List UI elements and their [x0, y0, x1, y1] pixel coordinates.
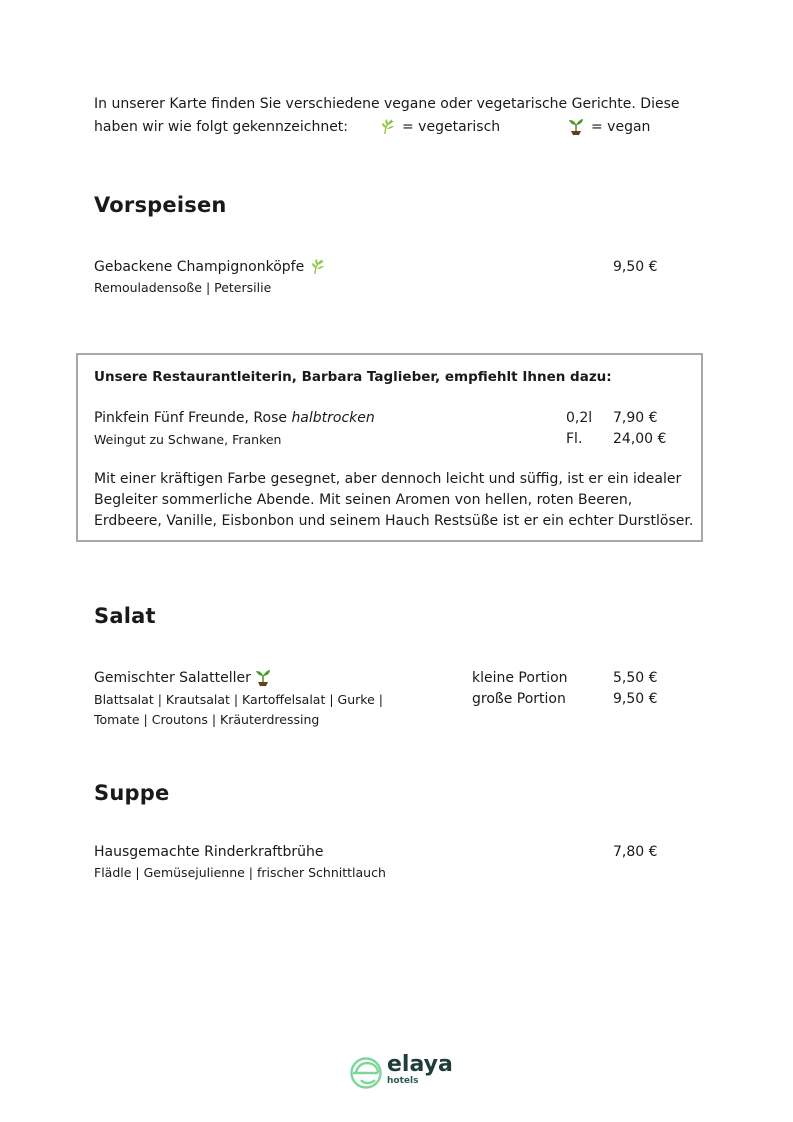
intro-line-2	[94, 116, 714, 139]
wine-size-glass: 0,2l	[566, 410, 593, 426]
logo-wordmark: elaya	[387, 1052, 453, 1077]
salad-item-name: Gemischter Salatteller	[94, 670, 251, 686]
winery: Weingut zu Schwane, Franken	[94, 432, 282, 447]
salad-item-desc-line-1: Blattsalat | Krautsalat | Kartoffelsalat | Gurke |	[94, 692, 383, 707]
vegan-legend-label: = vegan	[591, 119, 651, 135]
wine-description: Mit einer kräftigen Farbe gesegnet, aber dennoch leicht und süffig, ist er ein idealer Begleiter sommerliche Abende. Mit seinen Aromen von hellen, roten Beeren, Erdbeere, Vanille, Eisbonbon und seinem Hauch Restsüße ist er ein echter Durstlöser.	[94, 471, 694, 529]
section-title-soup: Suppe	[94, 781, 170, 805]
starter-item-desc: Remouladensoße | Petersilie	[94, 280, 272, 295]
salad-item-desc-line-2: Tomate | Croutons | Kräuterdressing	[94, 712, 320, 727]
starter-item-name: Gebackene Champignonköpfe	[94, 259, 305, 275]
soup-item-desc: Flädle | Gemüsejulienne | frischer Schnittlauch	[94, 865, 386, 880]
intro-line-1: In unserer Karte finden Sie verschiedene vegane oder vegetarische Gerichte. Diese	[94, 96, 680, 112]
salad-portion-small-price: 5,50 €	[613, 670, 658, 686]
intro-legend-text: haben wir wie folgt gekennzeichnet:	[94, 119, 349, 135]
section-title-salad: Salat	[94, 604, 156, 628]
elaya-logo	[349, 1052, 453, 1090]
wine-name: Pinkfein Fünf Freunde, Rose halbtrocken	[94, 410, 375, 426]
vegan-sprout-icon	[255, 669, 271, 686]
starter-item-price: 9,50 €	[613, 259, 658, 275]
wine-price-bottle: 24,00 €	[613, 431, 667, 447]
soup-item-price: 7,80 €	[613, 844, 658, 860]
wine-style: halbtrocken	[291, 410, 375, 426]
wine-size-bottle: Fl.	[566, 431, 583, 447]
vegetarian-leaf-icon	[381, 119, 396, 135]
wine-price-glass: 7,90 €	[613, 410, 658, 426]
vegan-sprout-icon	[568, 118, 584, 135]
salad-portion-large-price: 9,50 €	[613, 691, 658, 707]
recommendation-title: Unsere Restaurantleiterin, Barbara Taglieber, empfiehlt Ihnen dazu:	[94, 369, 612, 385]
section-title-starters: Vorspeisen	[94, 193, 227, 217]
elaya-logo-icon	[349, 1056, 383, 1090]
vegetarian-leaf-icon	[311, 259, 326, 275]
logo-subline: hotels	[387, 1076, 419, 1086]
salad-portion-small-label: kleine Portion	[472, 670, 568, 686]
intro-text	[94, 93, 714, 139]
soup-item-name: Hausgemachte Rinderkraftbrühe	[94, 844, 324, 860]
vegetarian-legend-label: = vegetarisch	[402, 119, 501, 135]
salad-portion-large-label: große Portion	[472, 691, 566, 707]
